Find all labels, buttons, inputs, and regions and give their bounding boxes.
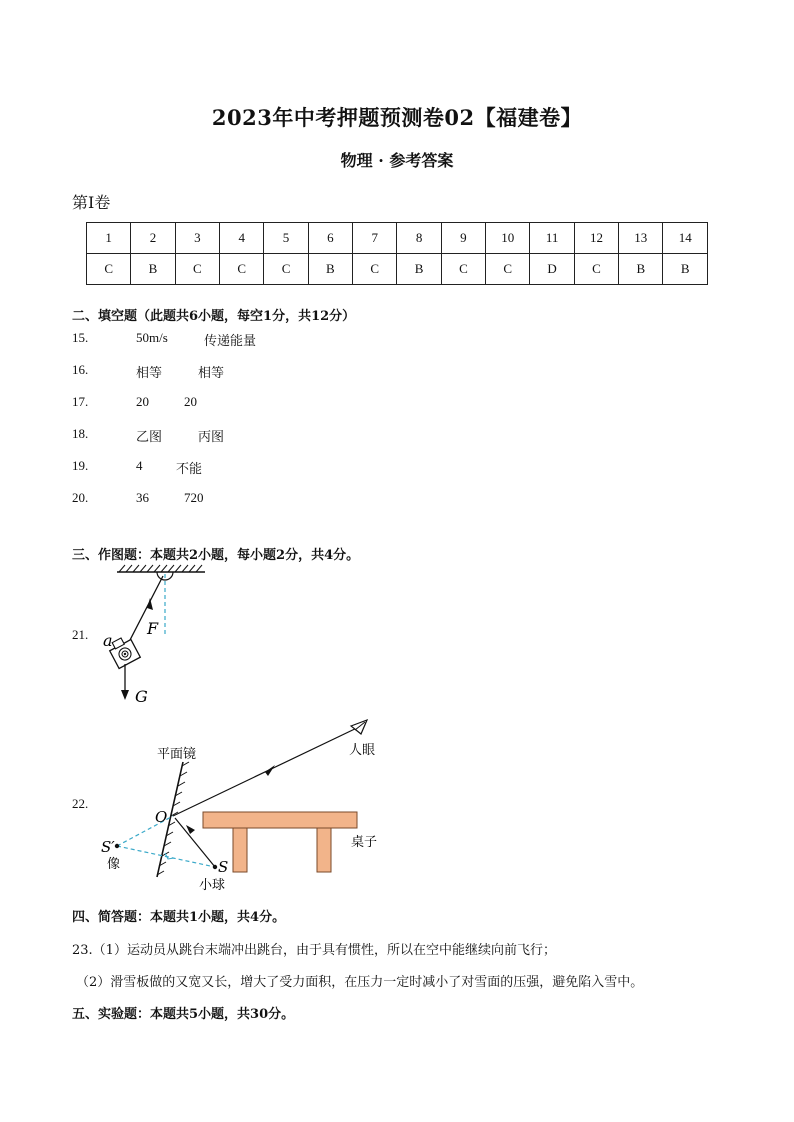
answer-cell: C [87,254,131,285]
q20-answer-a: 36 [136,490,149,505]
section-experiment-heading: 五、实验题：本题共5小题，共30分。 [72,1007,295,1022]
q17-number: 17. [72,394,89,409]
object-point-S [213,865,217,869]
question-number-cell: 6 [308,223,352,254]
answer-cell: B [397,254,441,285]
q21-number: 21. [72,627,89,642]
q23-answer-line-1: 23.（1）运动员从跳台末端冲出跳台，由于具有惯性，所以在空中能继续向前飞行； [72,943,556,958]
q21-force-diagram [95,562,215,712]
page-title: 2023年中考押题预测卷02【福建卷】 [211,105,583,130]
label-G: G [135,687,148,706]
answer-cell: C [220,254,264,285]
question-number-cell: 1 [87,223,131,254]
answer-table [86,222,708,285]
q22-number: 22. [72,796,89,811]
volume-label: 第Ⅰ卷 [72,193,111,212]
answer-cell: B [131,254,175,285]
question-number-cell: 2 [131,223,175,254]
q18-number: 18. [72,426,89,441]
q15-answer-a: 50m/s [136,330,168,345]
answer-cell: D [530,254,574,285]
label-plane-mirror: 平面镜 [157,747,197,762]
q19-number: 19. [72,458,89,473]
question-number-cell: 13 [619,223,663,254]
answer-cell: C [486,254,530,285]
gravity-G-arrowhead [121,690,129,700]
question-number-cell: 9 [441,223,485,254]
question-number-cell: 14 [663,223,708,254]
q18-answer-a: 乙图 [136,430,163,445]
table-leg-left [233,828,247,872]
label-S-prime: S′ [101,838,115,856]
answer-cell: C [175,254,219,285]
label-table: 桌子 [351,835,378,850]
question-number-cell: 8 [397,223,441,254]
answer-cell: C [574,254,618,285]
reflected-ray-arrowhead [265,765,275,776]
answer-cell: C [264,254,308,285]
label-ball: 小球 [199,878,226,893]
eye-icon [351,720,367,734]
answer-cell: B [308,254,352,285]
question-number-cell: 10 [486,223,530,254]
q17-answer-a: 20 [136,394,149,409]
q20-number: 20. [72,490,89,505]
answer-cell: C [353,254,397,285]
q19-answer-b: 不能 [176,462,203,477]
section-drawing-heading: 三、作图题：本题共2小题，每小题2分，共4分。 [72,548,360,563]
q23-answer-line-2: （2）滑雪板做的又宽又长，增大了受力面积，在压力一定时减小了对雪面的压强，避免陷入雪中。 [76,975,644,990]
question-number-cell: 5 [264,223,308,254]
image-point-S-prime [115,844,119,848]
section-fill-blank-heading: 二、填空题（此题共6小题，每空1分，共12分） [72,309,356,324]
section-short-answer-heading: 四、简答题：本题共1小题，共4分。 [72,910,286,925]
question-number-cell: 7 [353,223,397,254]
q15-answer-b: 传递能量 [204,334,257,349]
label-S: S [218,858,229,876]
q22-mirror-diagram [95,712,395,902]
q15-number: 15. [72,330,89,345]
q16-number: 16. [72,362,89,377]
q17-answer-b: 20 [184,394,197,409]
page-subtitle: 物理 · 参考答案 [340,151,454,170]
answer-cell: B [619,254,663,285]
answer-table-answer-row [87,254,708,285]
q16-answer-b: 相等 [198,366,225,381]
answer-cell: B [663,254,708,285]
question-number-cell: 4 [220,223,264,254]
label-image: 像 [107,857,121,872]
label-eye: 人眼 [349,743,376,758]
question-number-cell: 3 [175,223,219,254]
question-number-cell: 11 [530,223,574,254]
label-F: F [147,619,159,638]
q16-answer-a: 相等 [136,366,163,381]
answer-table-number-row [87,223,708,254]
ceiling-hatch [119,565,202,572]
label-O: O [155,808,168,826]
table-leg-right [317,828,331,872]
question-number-cell: 12 [574,223,618,254]
answer-cell: C [441,254,485,285]
q18-answer-b: 丙图 [198,430,225,445]
q20-answer-b: 720 [184,490,204,505]
label-a: a [103,631,113,650]
table-top [203,812,357,828]
q19-answer-a: 4 [136,458,143,473]
